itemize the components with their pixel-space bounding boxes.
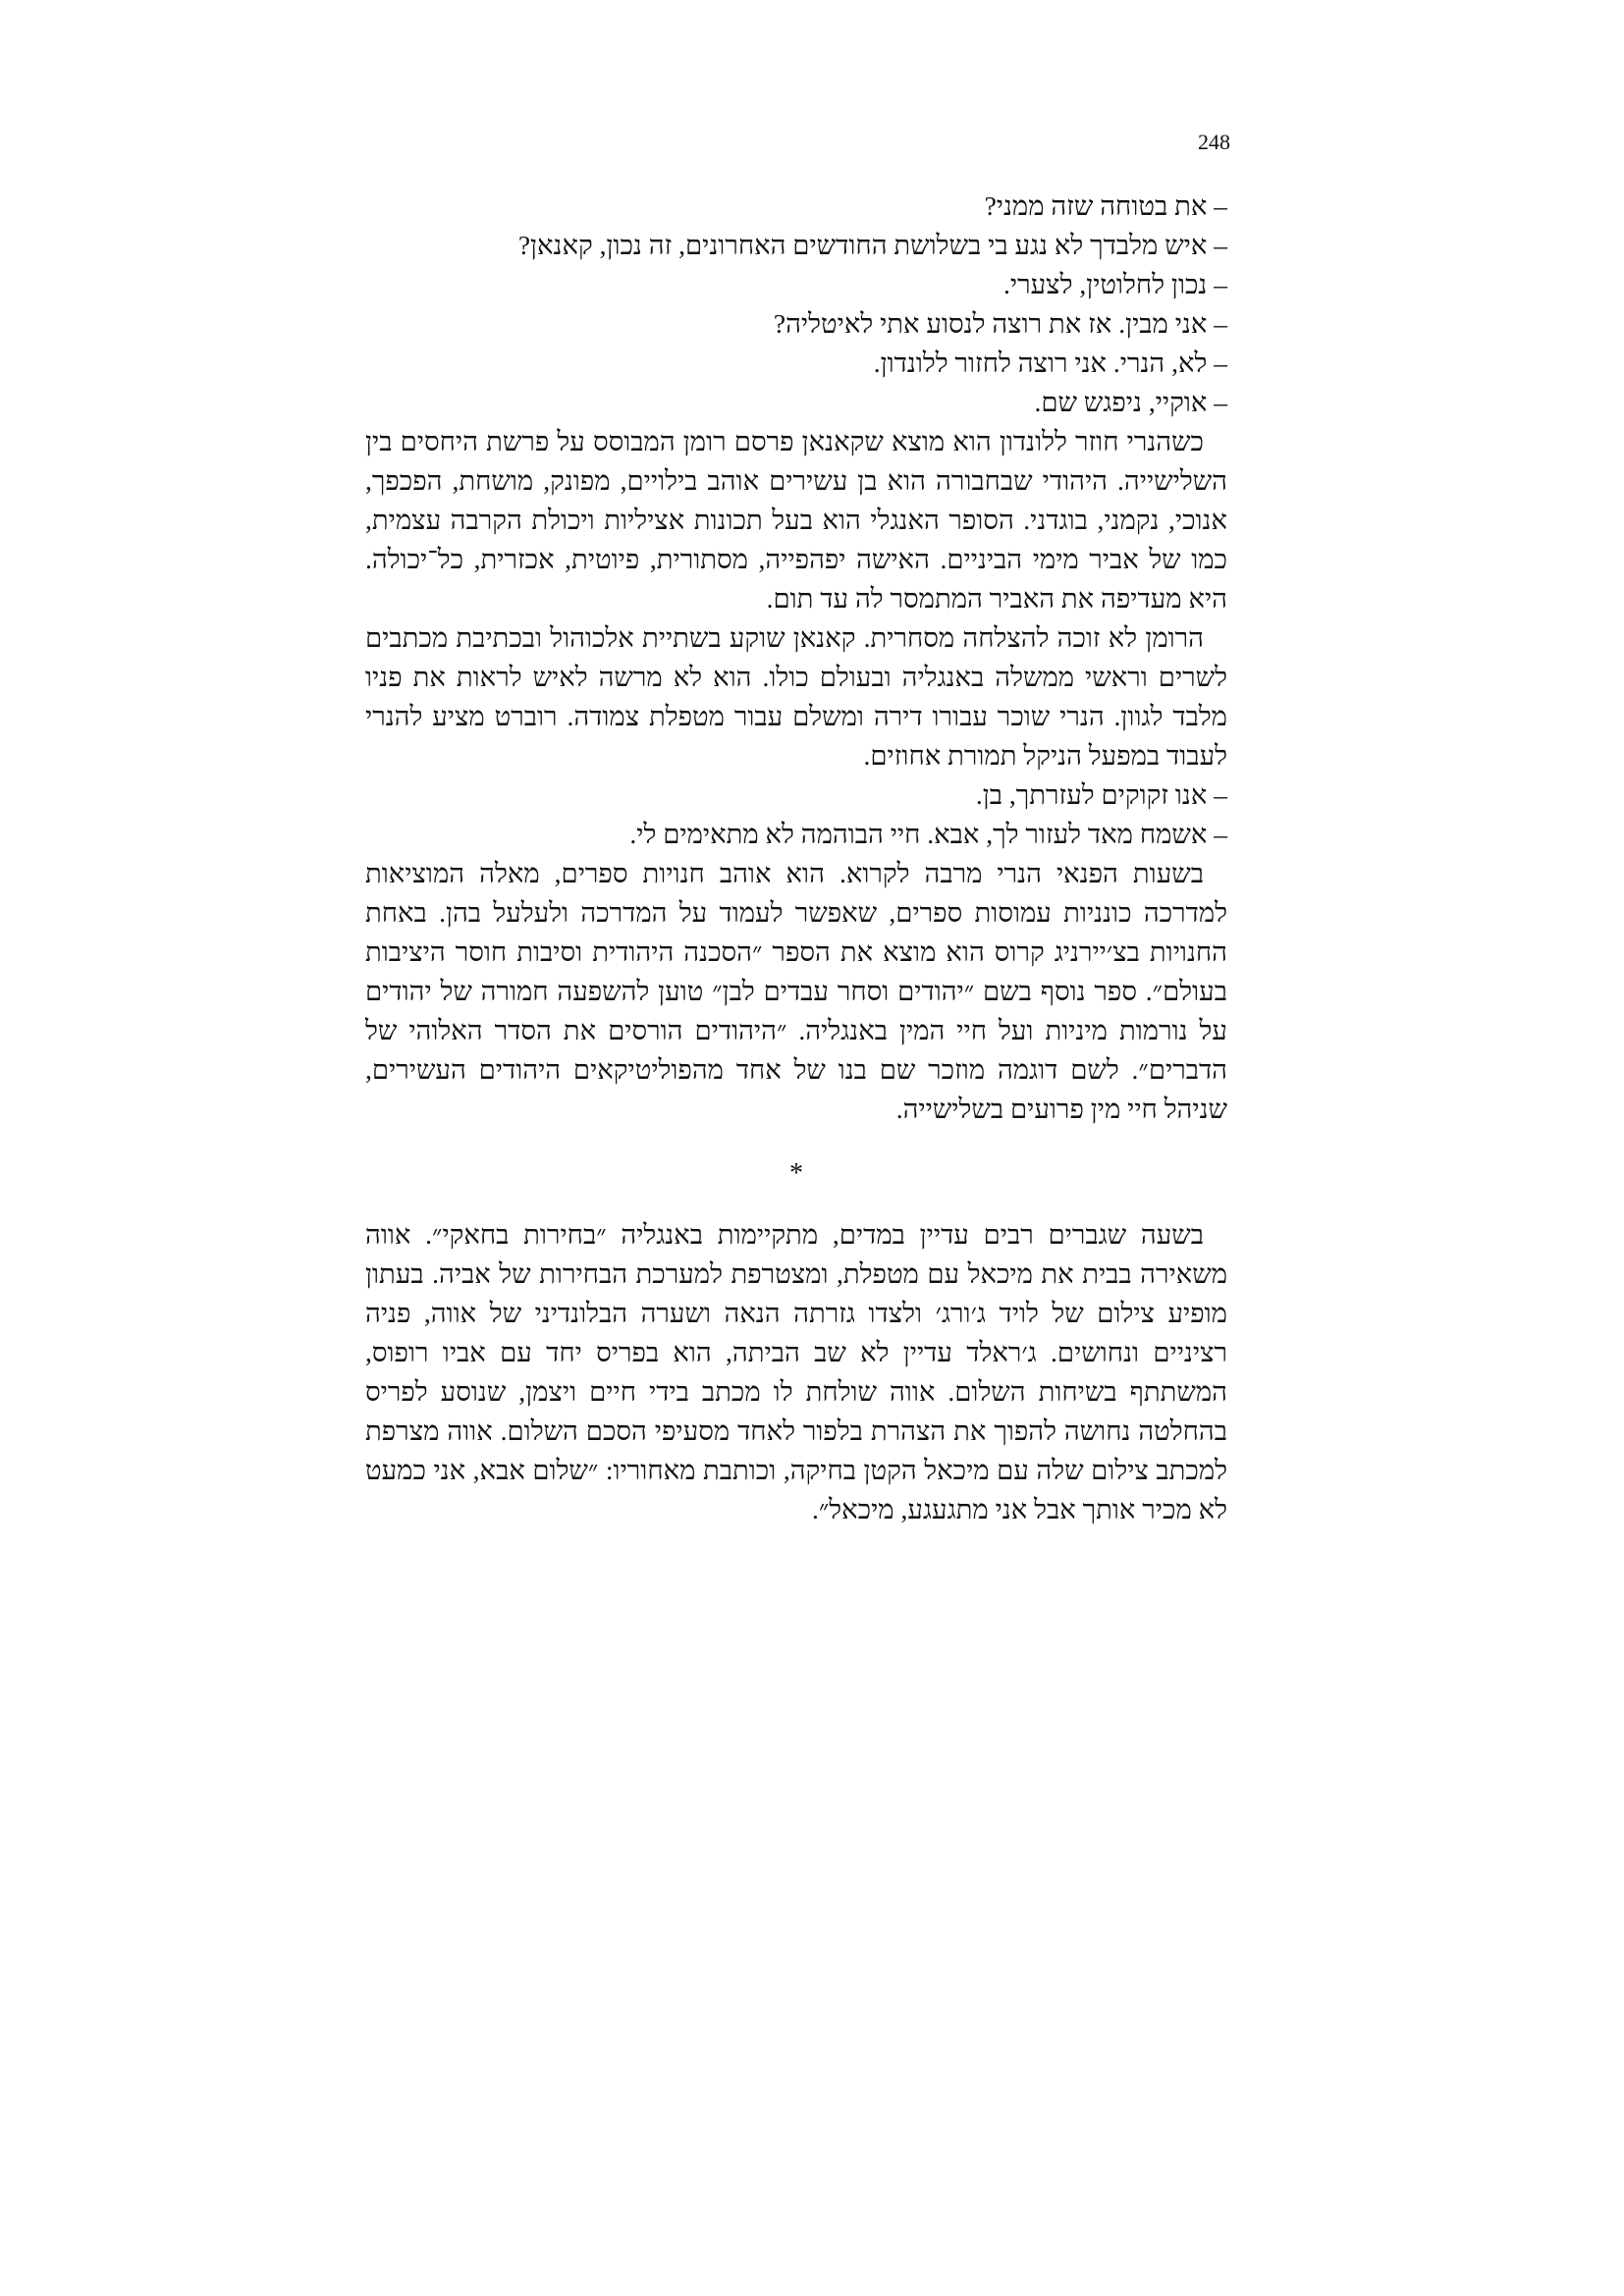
dialogue-line: – אוקיי, ניפגש שם. <box>1034 387 1227 417</box>
dialogue-line: – אנו זקוקים לעזרתך, בן. <box>975 779 1227 810</box>
text-column <box>365 187 1227 1529</box>
body-paragraph: הרומן לא זוכה להצלחה מסחרית. קאנאן שוקע בשתיית אלכוהול ובכתיבת מכתבים לשרים וראשי ממשלה באנגליה ובעולם כולו. הוא לא מרשה לאיש לראות את פניו מלבד לגוון. הנרי שוכר עבורו דירה ומשלם עבור מטפלת צמודה. רוברט מציע להנרי לעבוד במפעל הניקל תמורת אחוזים. <box>365 622 1227 771</box>
dialogue-line: – איש מלבדך לא נגע בי בשלושת החודשים האחרונים, זה נכון, קאנאן? <box>517 230 1227 260</box>
dialogue-line: – אני מבין. אז את רוצה לנסוע אתי לאיטליה? <box>773 308 1227 339</box>
body-paragraph: בשעות הפנאי הנרי מרבה לקרוא. הוא אוהב חנויות ספרים, מאלה המוציאות למדרכה כונניות עמוסות ספרים, שאפשר לעמוד על המדרכה ולעלעל בהן. באחת החנויות בצ׳יירניג קרוס הוא מוצא את הספר ״הסכנה היהודית וסיבות חוסר היציבות בעולם״. ספר נוסף בשם ״יהודים וסחר עבדים לבן״ טוען להשפעה חמורה של יהודים על נורמות מיניות ועל חיי המין באנגליה. ״היהודים הורסים את הסדר האלוהי של הדברים״. לשם דוגמה מוזכר שם בנו של אחד מהפוליטיקאים היהודים העשירים, שניהל חיי מין פרועים בשלישייה. <box>365 858 1227 1124</box>
dialogue-line: – נכון לחלוטין, לצערי. <box>1003 269 1227 299</box>
dialogue-line: – לא, הנרי. אני רוצה לחזור ללונדון. <box>873 347 1227 378</box>
page-number: 248 <box>1198 130 1230 154</box>
body-paragraph: בשעה שגברים רבים עדיין במדים, מתקיימות באנגליה ״בחירות בחאקי״. אווה משאירה בבית את מיכאל עם מטפלת, ומצטרפת למערכת הבחירות של אביה. בעתון מופיע צילום של לויד ג׳ורג׳ ולצדו גזרתה הנאה ושערה הבלונדיני של אווה, פניה רציניים ונחושים. ג׳ראלד עדיין לא שב הביתה, הוא בפריס יחד עם אביו רופוס, המשתתף בשיחות השלום. אווה שולחת לו מכתב בידי חיים ויצמן, שנוסע לפריס בהחלטה נחושה להפוך את הצהרת בלפור לאחד מסעיפי הסכם השלום. אווה מצרפת למכתב צילום שלה עם מיכאל הקטן בחיקה, וכותבת מאחוריו: ״שלום אבא, אני כמעט לא מכיר אותך אבל אני מתגעגע, מיכאל״. <box>365 1219 1227 1524</box>
dialogue-line: – את בטוחה שזה ממני? <box>984 190 1227 221</box>
dialogue-line: – אשמח מאד לעזור לך, אבא. חיי הבוהמה לא מתאימים לי. <box>629 819 1227 849</box>
section-separator: * <box>789 1158 803 1189</box>
body-paragraph: כשהנרי חוזר ללונדון הוא מוצא שקאנאן פרסם רומן המבוסס על פרשת היחסים בין השלישייה. היהודי שבחבורה הוא בן עשירים אוהב בילויים, מפונק, מושחת, הפכפך, אנוכי, נקמני, בוגדני. הסופר האנגלי הוא בעל תכונות אציליות ויכולת הקרבה עצמית, כמו של אביר מימי הביניים. האישה יפהפייה, מסתורית, פיוטית, אכזרית, כל־יכולה. היא מעדיפה את האביר המתמסר לה עד תום. <box>365 426 1227 614</box>
